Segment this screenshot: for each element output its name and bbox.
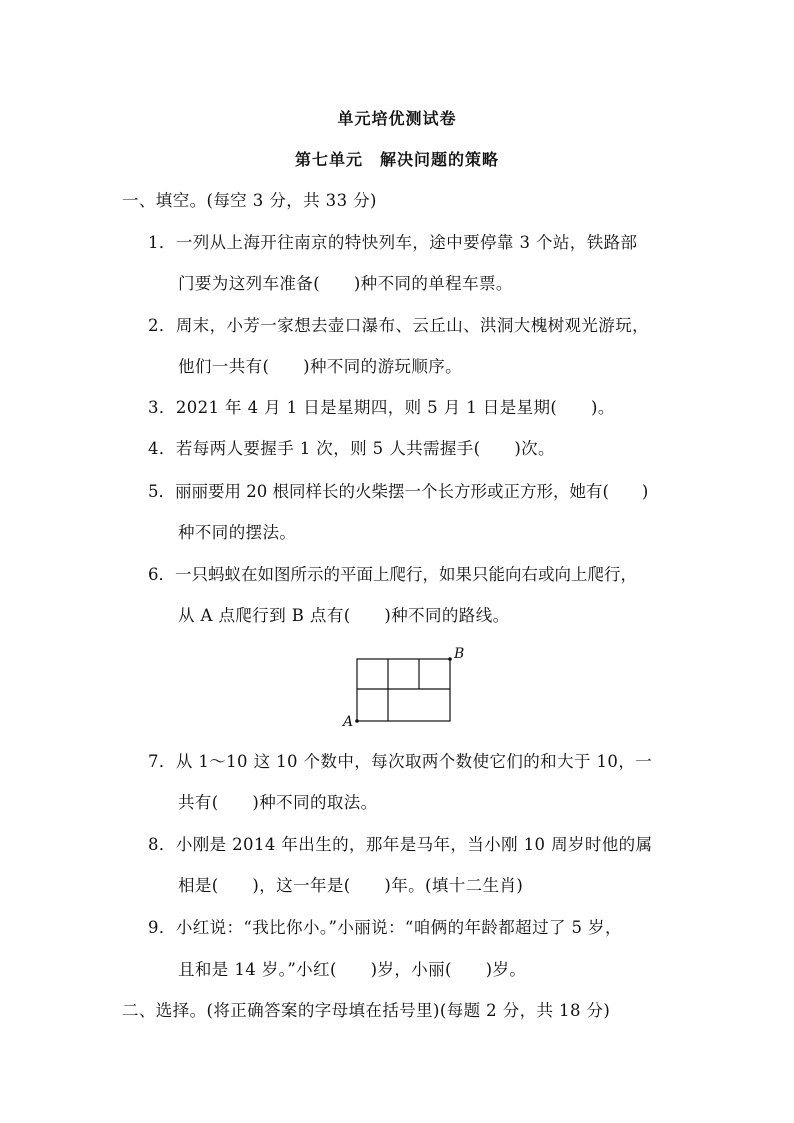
question-4-number: 4． <box>148 439 176 458</box>
question-7-number: 7． <box>148 752 176 771</box>
section-1-heading: 一、填空。(每空 3 分，共 33 分) <box>122 191 377 210</box>
section-2-heading: 二、选择。(将正确答案的字母填在括号里)(每题 2 分，共 18 分) <box>122 1001 611 1020</box>
question-5-number: 5． <box>148 482 175 501</box>
point-a-label: A <box>343 714 354 730</box>
question-7 <box>148 751 652 773</box>
question-3 <box>148 397 615 419</box>
point-b-marker <box>448 657 452 661</box>
question-4 <box>148 438 555 460</box>
question-1-line-2: 门要为这列车准备( )种不同的单程车票。 <box>178 274 513 293</box>
question-3-number: 3． <box>148 398 176 417</box>
question-7-line-1: 从 1～10 这 10 个数中，每次取两个数使它们的和大于 10，一 <box>175 752 653 771</box>
question-1 <box>148 232 637 254</box>
question-6 <box>148 564 637 586</box>
page-title: 单元培优测试卷 <box>337 109 457 128</box>
question-6-number: 6． <box>148 565 175 584</box>
question-1-number: 1． <box>148 233 176 252</box>
question-2-line-1: 周末，小芳一家想去壶口瀑布、云丘山、洪洞大槐树观光游玩， <box>175 316 650 335</box>
question-5-line-2: 种不同的摆法。 <box>178 523 297 542</box>
question-8-line-1: 小刚是 2014 年出生的，那年是马年，当小刚 10 周岁时他的属 <box>175 835 653 854</box>
question-1-line-1: 一列从上海开往南京的特快列车，途中要停靠 3 个站，铁路部 <box>175 233 638 252</box>
question-9 <box>148 917 622 939</box>
grid-lines <box>357 659 450 721</box>
page-subtitle: 第七单元 解决问题的策略 <box>294 150 499 169</box>
question-5 <box>148 481 648 503</box>
question-2 <box>148 315 649 337</box>
point-b-label: B <box>454 646 465 662</box>
question-8-line-2: 相是( )，这一年是( )年。(填十二生肖) <box>178 876 524 895</box>
question-6-line-1: 一只蚂蚁在如图所示的平面上爬行，如果只能向右或向上爬行， <box>175 565 637 584</box>
question-9-number: 9． <box>148 918 176 937</box>
ant-path-grid-figure <box>340 643 470 733</box>
question-7-line-2: 共有( )种不同的取法。 <box>178 793 378 812</box>
question-3-line-1: 2021 年 4 月 1 日是星期四，则 5 月 1 日是星期( )。 <box>175 398 615 417</box>
question-8 <box>148 834 652 856</box>
question-5-line-1: 丽丽要用 20 根同样长的火柴摆一个长方形或正方形，她有( ) <box>175 482 649 501</box>
question-2-number: 2． <box>148 316 176 335</box>
question-9-line-2: 且和是 14 岁。”小红( )岁，小丽( )岁。 <box>178 960 527 979</box>
question-8-number: 8． <box>148 835 176 854</box>
question-2-line-2: 他们一共有( )种不同的游玩顺序。 <box>178 357 463 376</box>
question-9-line-1: 小红说：“我比你小。”小丽说：“咱俩的年龄都超过了 5 岁， <box>175 918 622 937</box>
question-6-line-2: 从 A 点爬行到 B 点有( )种不同的路线。 <box>178 606 510 625</box>
point-a-marker <box>355 719 359 723</box>
question-4-line-1: 若每两人要握手 1 次，则 5 人共需握手( )次。 <box>175 439 555 458</box>
